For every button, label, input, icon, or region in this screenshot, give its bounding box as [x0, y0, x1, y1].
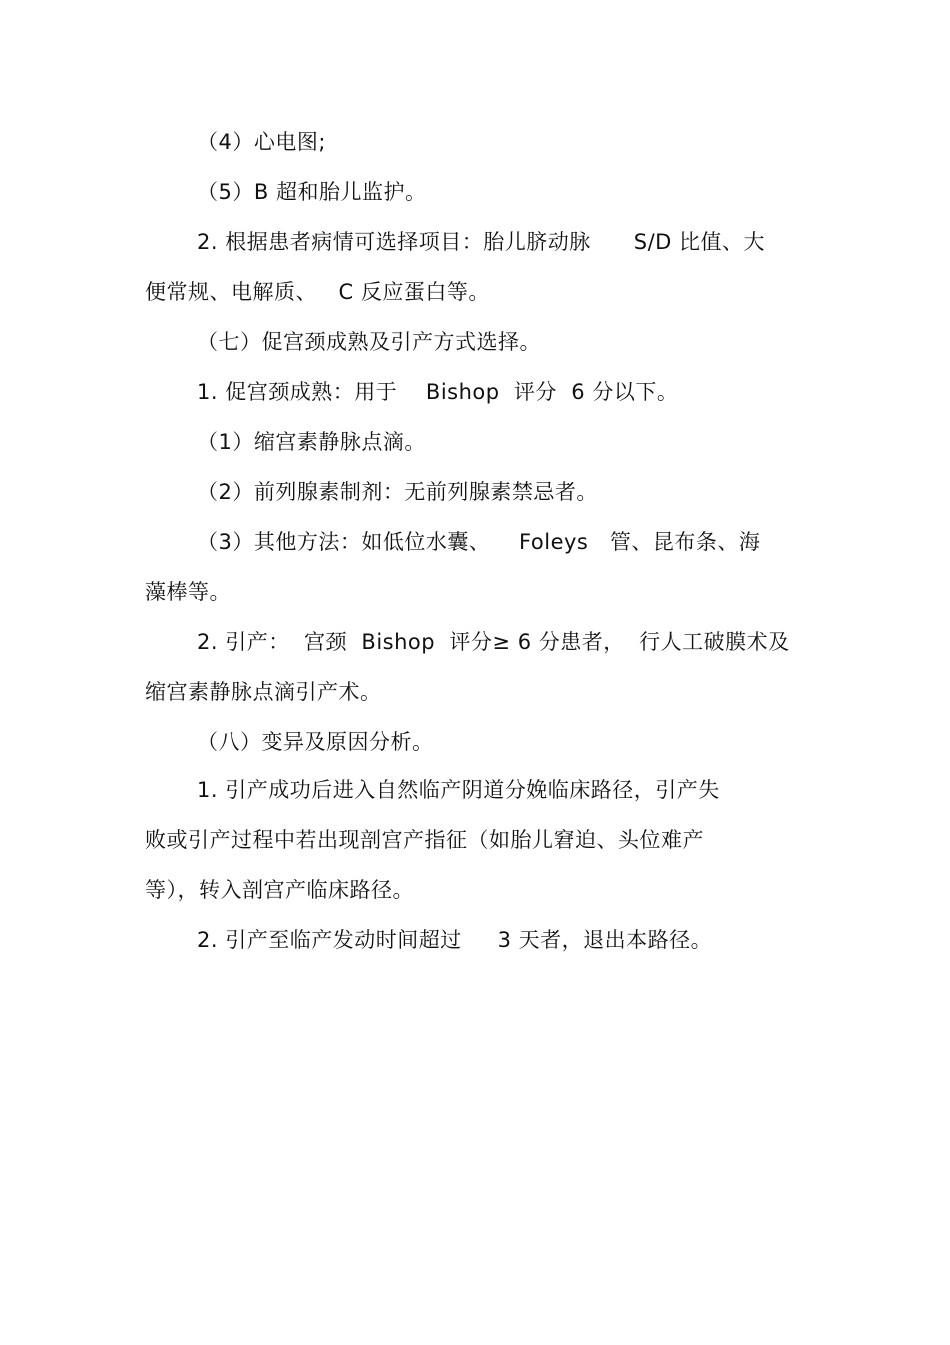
list-item-ecg: （4）心电图;: [197, 130, 326, 154]
paragraph-variation-2: 2. 引产至临产发动时间超过 3 天者，退出本路径。: [197, 928, 713, 952]
section-heading-7: （七）促宫颈成熟及引产方式选择。: [197, 330, 541, 354]
paragraph-cervical-ripening: 1. 促宫颈成熟：用于 Bishop 评分 6 分以下。: [197, 380, 679, 404]
list-item-other-methods: （3）其他方法：如低位水囊、 Foleys 管、昆布条、海: [197, 530, 761, 554]
paragraph-variation-1-cont: 败或引产过程中若出现剖宫产指征（如胎儿窘迫、头位难产: [145, 828, 704, 852]
list-item-ultrasound: （5）B 超和胎儿监护。: [197, 180, 427, 204]
paragraph-induction: 2. 引产： 宫颈 Bishop 评分≥ 6 分患者， 行人工破膜术及: [197, 630, 790, 654]
section-heading-8: （八）变异及原因分析。: [197, 730, 434, 754]
list-item-oxytocin: （1）缩宫素静脉点滴。: [197, 430, 426, 454]
paragraph-optional-items: 2. 根据患者病情可选择项目：胎儿脐动脉 S/D 比值、大: [197, 230, 766, 254]
paragraph-variation-1: 1. 引产成功后进入自然临产阴道分娩临床路径，引产失: [197, 778, 720, 802]
paragraph-optional-items-cont: 便常规、电解质、 C 反应蛋白等。: [145, 280, 490, 304]
list-item-prostaglandin: （2）前列腺素制剂：无前列腺素禁忌者。: [197, 480, 598, 504]
list-item-other-methods-cont: 藻棒等。: [145, 580, 231, 604]
paragraph-induction-cont: 缩宫素静脉点滴引产术。: [145, 680, 382, 704]
paragraph-variation-1-end: 等），转入剖宫产临床路径。: [145, 878, 414, 902]
